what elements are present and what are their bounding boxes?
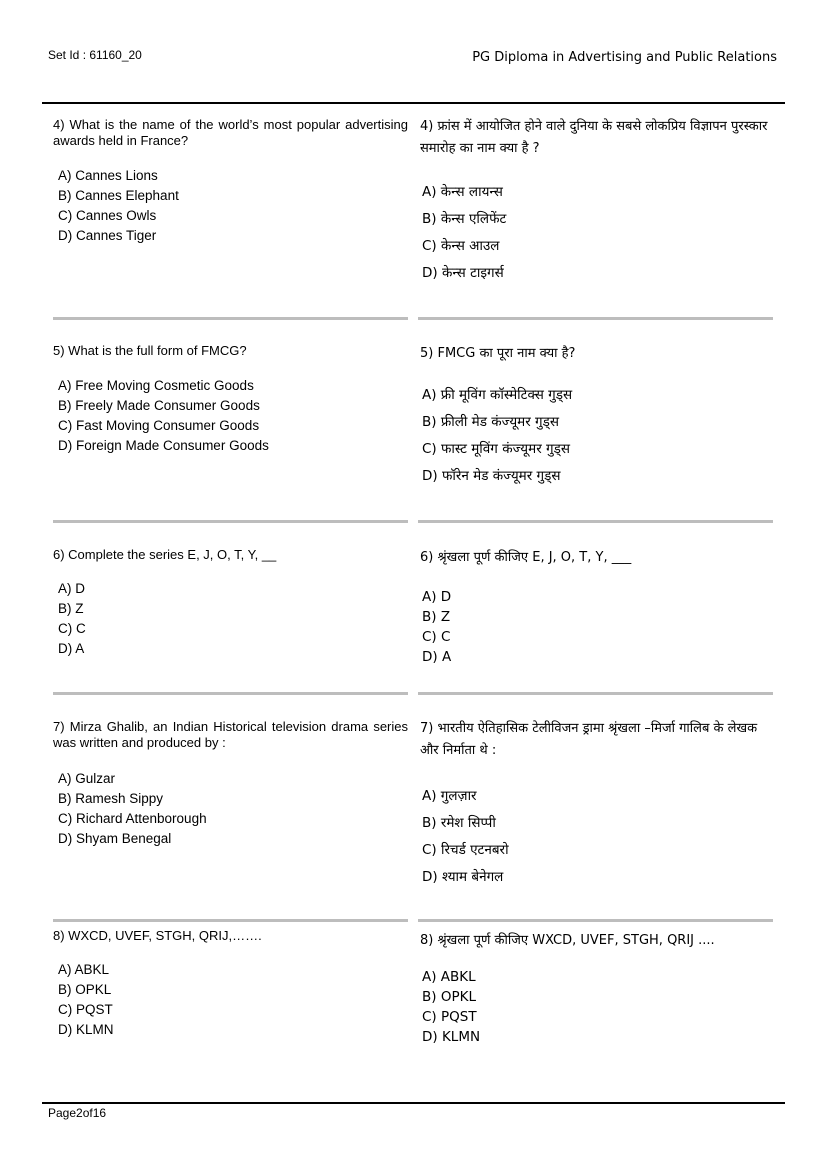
option-7-hi-b: B) रमेश सिप्पी bbox=[422, 815, 496, 831]
option-7-en-c: C) Richard Attenborough bbox=[58, 811, 207, 826]
option-5-en-c: C) Fast Moving Consumer Goods bbox=[58, 418, 260, 433]
question-7-en: 7) Mirza Ghalib, an Indian Historical television drama series was written and produced by : bbox=[53, 719, 408, 750]
question-8-hi: 8) श्रृंखला पूर्ण कीजिए WXCD, UVEF, STGH, QRIJ .... bbox=[420, 933, 715, 948]
option-6-hi-c: C) C bbox=[422, 629, 451, 645]
footer-divider bbox=[42, 1102, 785, 1104]
options-6-hi bbox=[422, 587, 762, 667]
option-8-hi-a: A) ABKL bbox=[422, 969, 476, 985]
separator bbox=[418, 520, 773, 523]
separator bbox=[418, 692, 773, 695]
option-5-hi-c: C) फास्ट मूविंग कंज्यूमर गुड्स bbox=[422, 441, 570, 457]
option-4-hi-b: B) केन्स एलिफेंट bbox=[422, 211, 507, 227]
option-7-hi-a: A) गुलज़ार bbox=[422, 788, 477, 804]
option-5-hi-b: B) फ्रीली मेड कंज्यूमर गुड्स bbox=[422, 414, 560, 430]
question-5-en: 5) What is the full form of FMCG? bbox=[53, 343, 247, 358]
option-7-en-d: D) Shyam Benegal bbox=[58, 831, 172, 846]
option-4-en-d: D) Cannes Tiger bbox=[58, 228, 157, 243]
question-6-en: 6) Complete the series E, J, O, T, Y, __ bbox=[53, 547, 277, 562]
question-7-hi: 7) भारतीय ऐतिहासिक टेलीविजन ड्रामा श्रृंखला –मिर्जा गालिब के लेखक और निर्माता थे : bbox=[420, 721, 758, 758]
options-7-hi bbox=[422, 786, 762, 894]
option-5-en-a: A) Free Moving Cosmetic Goods bbox=[58, 378, 254, 393]
option-7-hi-c: C) रिचर्ड एटनबरो bbox=[422, 842, 509, 858]
option-6-en-d: D) A bbox=[58, 641, 85, 656]
options-7-en bbox=[58, 769, 398, 849]
option-6-en-b: B) Z bbox=[58, 601, 84, 616]
option-6-en-a: A) D bbox=[58, 581, 85, 596]
option-7-hi-d: D) श्याम बेनेगल bbox=[422, 869, 504, 885]
option-8-en-a: A) ABKL bbox=[58, 962, 110, 977]
option-8-hi-d: D) KLMN bbox=[422, 1029, 481, 1045]
question-4-hi: 4) फ्रांस में आयोजित होने वाले दुनिया के सबसे लोकप्रिय विज्ञापन पुरस्कार समारोह का नाम क्या है ? bbox=[420, 119, 768, 156]
option-4-en-c: C) Cannes Owls bbox=[58, 208, 157, 223]
option-6-en-c: C) C bbox=[58, 621, 86, 636]
option-4-hi-c: C) केन्स आउल bbox=[422, 238, 500, 254]
option-6-hi-b: B) Z bbox=[422, 609, 451, 625]
question-4-en: 4) What is the name of the world’s most popular advertising awards held in France? bbox=[53, 117, 408, 148]
option-8-hi-b: B) OPKL bbox=[422, 989, 476, 1005]
option-8-en-b: B) OPKL bbox=[58, 982, 112, 997]
question-5-hi: 5) FMCG का पूरा नाम क्या है? bbox=[420, 346, 576, 361]
option-6-hi-a: A) D bbox=[422, 589, 452, 605]
option-7-en-b: B) Ramesh Sippy bbox=[58, 791, 164, 806]
separator bbox=[418, 317, 773, 320]
option-8-en-d: D) KLMN bbox=[58, 1022, 114, 1037]
option-5-hi-a: A) फ्री मूविंग कॉस्मेटिक्स गुड्स bbox=[422, 387, 573, 403]
option-8-en-c: C) PQST bbox=[58, 1002, 113, 1017]
separator bbox=[53, 692, 408, 695]
separator bbox=[53, 919, 408, 922]
option-5-en-b: B) Freely Made Consumer Goods bbox=[58, 398, 260, 413]
options-5-en bbox=[58, 376, 398, 456]
options-8-en bbox=[58, 960, 398, 1040]
course-title: PG Diploma in Advertising and Public Relations bbox=[472, 50, 777, 65]
separator bbox=[53, 520, 408, 523]
options-4-en bbox=[58, 166, 398, 246]
option-8-hi-c: C) PQST bbox=[422, 1009, 477, 1025]
set-id: Set Id : 61160_20 bbox=[48, 48, 142, 62]
separator bbox=[53, 317, 408, 320]
options-6-en bbox=[58, 579, 398, 659]
option-4-en-b: B) Cannes Elephant bbox=[58, 188, 179, 203]
options-8-hi bbox=[422, 967, 762, 1047]
option-4-hi-d: D) केन्स टाइगर्स bbox=[422, 265, 504, 281]
separator bbox=[418, 919, 773, 922]
question-6-hi: 6) श्रृंखला पूर्ण कीजिए E, J, O, T, Y, ___ bbox=[420, 550, 632, 565]
option-6-hi-d: D) A bbox=[422, 649, 452, 665]
options-4-hi bbox=[422, 182, 762, 290]
option-5-hi-d: D) फॉरेन मेड कंज्यूमर गुड्स bbox=[422, 468, 561, 484]
header-divider bbox=[42, 102, 785, 104]
option-4-hi-a: A) केन्स लायन्स bbox=[422, 184, 503, 200]
option-7-en-a: A) Gulzar bbox=[58, 771, 116, 786]
page-number: Page2of16 bbox=[48, 1106, 107, 1120]
option-4-en-a: A) Cannes Lions bbox=[58, 168, 158, 183]
options-5-hi bbox=[422, 385, 762, 493]
option-5-en-d: D) Foreign Made Consumer Goods bbox=[58, 438, 269, 453]
question-8-en: 8) WXCD, UVEF, STGH, QRIJ,……. bbox=[53, 928, 262, 943]
